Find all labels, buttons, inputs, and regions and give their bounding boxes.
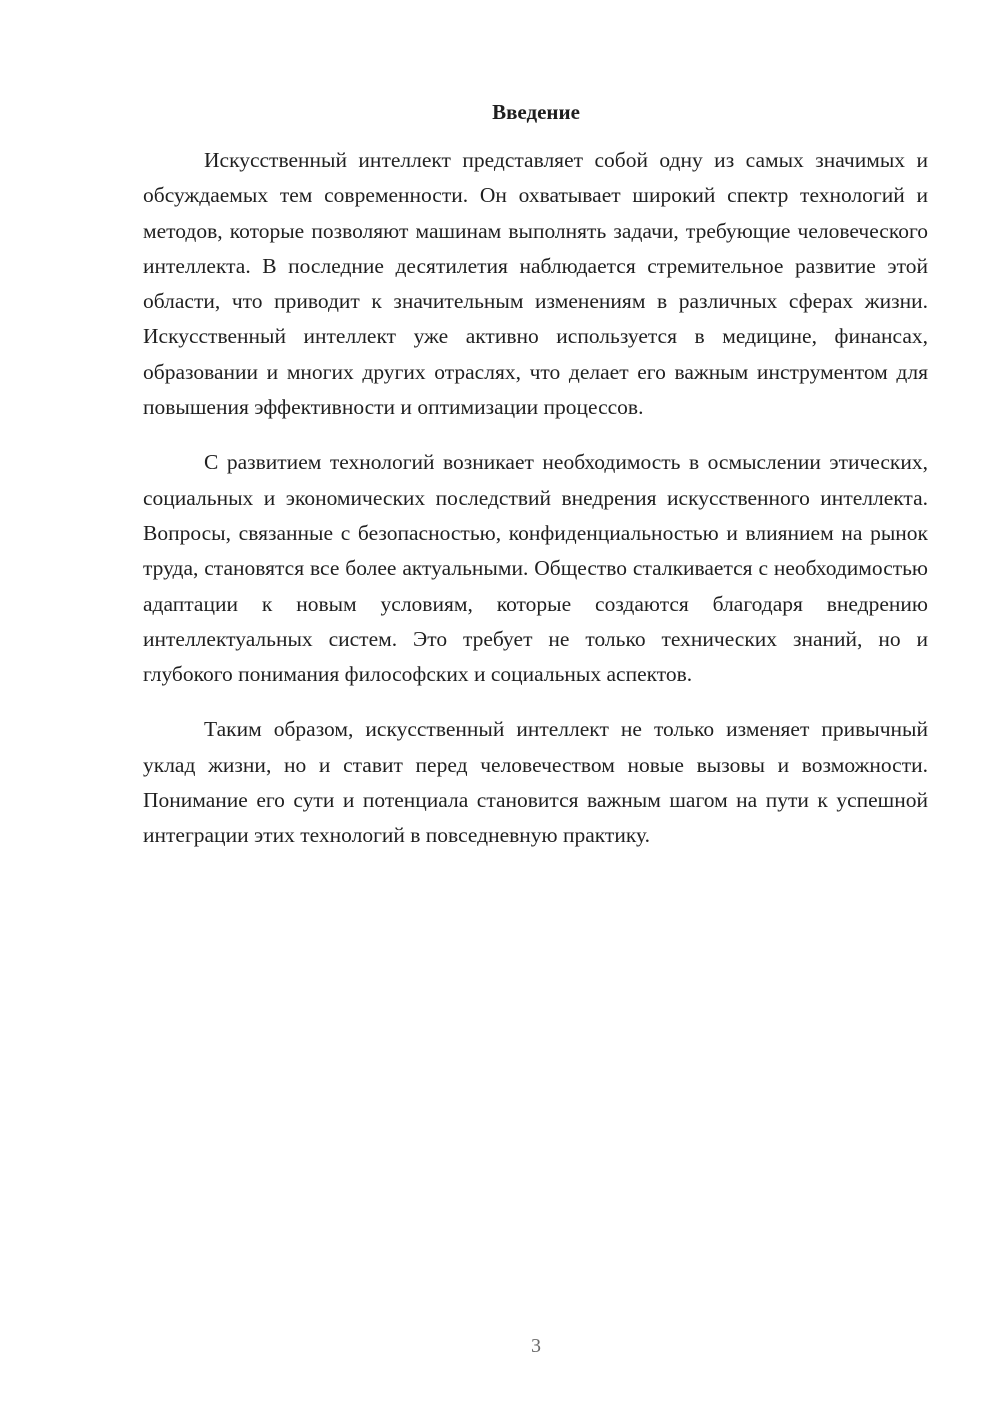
paragraph-2: С развитием технологий возникает необходимость в осмыслении этических, социальных и экономических последствий внедрения искусственного интеллекта. Вопросы, связанные с безопасностью, конфиденциальностью и влиянием на рынок труда, становятся все более актуальными. Общество сталкивается с необходимостью адаптации к новым условиям, которые создаются благодаря внедрению интеллектуальных систем. Это требует не только технических знаний, но и глубокого понимания философских и социальных аспектов.	[143, 450, 928, 687]
paragraph-1: Искусственный интеллект представляет собой одну из самых значимых и обсуждаемых тем современности. Он охватывает широкий спектр технологий и методов, которые позволяют машинам выполнять задачи, требующие человеческого интеллекта. В последние десятилетия наблюдается стремительное развитие этой области, что приводит к значительным изменениям в различных сферах жизни. Искусственный интеллект уже активно используется в медицине, финансах, образовании и многих других отраслях, что делает его важным инструментом для повышения эффективности и оптимизации процессов.	[143, 148, 928, 420]
page-number: 3	[531, 1335, 541, 1357]
body-text	[143, 143, 928, 874]
paragraph-3: Таким образом, искусственный интеллект не только изменяет привычный уклад жизни, но и ставит перед человечеством новые вызовы и возможности. Понимание его сути и потенциала становится важным шагом на пути к успешной интеграции этих технологий в повседневную практику.	[143, 717, 928, 848]
section-heading: Введение	[492, 100, 580, 124]
